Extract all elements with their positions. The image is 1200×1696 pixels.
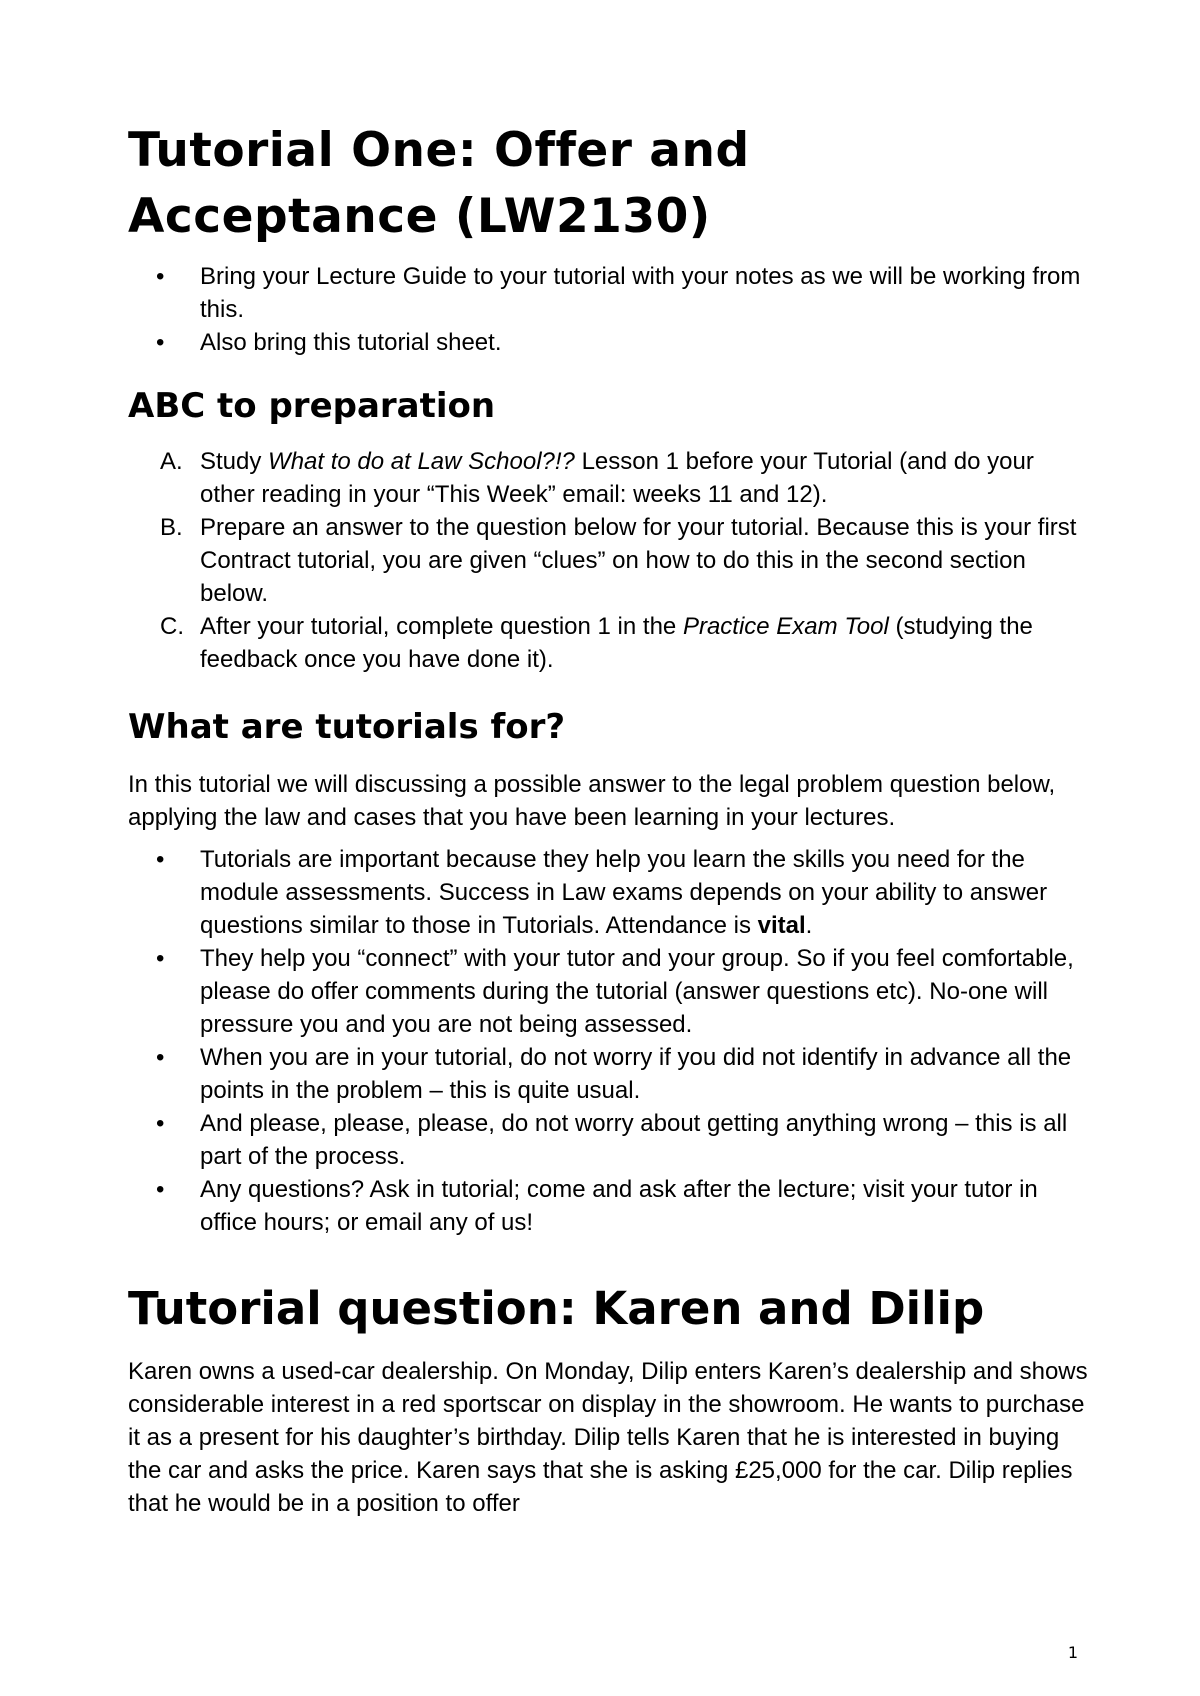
tutorial-bullet-text: And please, please, please, do not worry about getting anything wrong – this is all part of the process. — [200, 1110, 1068, 1170]
title-line-1: Tutorial One: Offer and — [128, 123, 750, 178]
tutorials-intro-paragraph: In this tutorial we will discussing a possible answer to the legal problem question below, applying the law and cases that you have been learning in your lectures. — [128, 771, 1056, 831]
bullet-icon: • — [156, 945, 165, 972]
page-content — [128, 118, 1088, 1520]
tutorial-bullet-item — [128, 1173, 1088, 1239]
abc-item-text-pre: Study — [200, 448, 269, 475]
tutorial-bullet-list — [128, 843, 1088, 1239]
bullet-icon: • — [156, 1176, 165, 1203]
bullet-icon: • — [156, 1110, 165, 1137]
tutorials-heading: What are tutorials for? — [128, 707, 566, 747]
tutorial-bullet-text-tail: . — [805, 912, 813, 939]
abc-item-letter: B. — [160, 514, 183, 541]
question-heading: Tutorial question: Karen and Dilip — [128, 1282, 985, 1335]
abc-item-text — [200, 613, 1033, 673]
intro-bullet-list — [128, 260, 1088, 359]
abc-list — [128, 445, 1088, 676]
page-number: 1 — [1067, 1643, 1078, 1662]
tutorial-bullet-item — [128, 1107, 1088, 1173]
tutorial-bullet-text-main: Tutorials are important because they help you learn the skills you need for the module assessments. Success in Law exams depends on your ability to answer questions similar to those in Tutorials. Attendance is — [200, 846, 1048, 939]
abc-item — [128, 511, 1088, 610]
title-line-2: Acceptance (LW2130) — [128, 189, 711, 244]
bullet-icon: • — [156, 846, 165, 873]
abc-heading: ABC to preparation — [128, 386, 496, 426]
abc-item-text-post: Lesson 1 before your Tutorial (and do your other reading in your “This Week” email: weeks 11 and 12). — [200, 448, 1034, 508]
abc-item-text — [200, 448, 1034, 508]
intro-bullet-item — [128, 326, 1088, 359]
tutorial-bullet-item — [128, 843, 1088, 942]
question-paragraph: Karen owns a used-car dealership. On Monday, Dilip enters Karen’s dealership and shows considerable interest in a red sportscar on display in the showroom. He wants to purchase it as a present for his daughter’s birthday. Dilip tells Karen that he is interested in buying the car and asks the price. Karen says that she is asking £25,000 for the car. Dilip replies that he would be in a position to offer — [128, 1358, 1088, 1517]
abc-item-letter: A. — [160, 448, 183, 475]
tutorial-bullet-text: Any questions? Ask in tutorial; come and ask after the lecture; visit your tutor in office hours; or email any of us! — [200, 1176, 1038, 1236]
abc-item-text: Prepare an answer to the question below for your tutorial. Because this is your first Contract tutorial, you are given “clues” on how to do this in the second section below. — [200, 514, 1077, 607]
tutorial-bullet-text: When you are in your tutorial, do not worry if you did not identify in advance all the points in the problem – this is quite usual. — [200, 1044, 1072, 1104]
intro-bullet-text: Bring your Lecture Guide to your tutorial with your notes as we will be working from this. — [200, 263, 1081, 323]
tutorial-bullet-item — [128, 942, 1088, 1041]
tutorial-bullet-text — [200, 846, 1047, 939]
bullet-icon: • — [156, 1044, 165, 1071]
tutorial-bullet-text-bold: vital — [757, 912, 806, 939]
abc-item-text-italic: What to do at Law School?!? — [268, 448, 575, 475]
intro-bullet-text: Also bring this tutorial sheet. — [200, 329, 502, 356]
page-title — [128, 118, 1088, 250]
tutorial-bullet-item — [128, 1041, 1088, 1107]
tutorial-bullet-text: They help you “connect” with your tutor and your group. So if you feel comfortable, please do offer comments during the tutorial (answer questions etc). No-one will pressure you and you are not being assessed. — [200, 945, 1074, 1038]
abc-item-letter: C. — [160, 613, 184, 640]
abc-item-text-italic: Practice Exam Tool — [682, 613, 889, 640]
bullet-icon: • — [156, 329, 165, 356]
abc-item-text-pre: After your tutorial, complete question 1 in the — [200, 613, 683, 640]
intro-bullet-item — [128, 260, 1088, 326]
abc-item — [128, 610, 1088, 676]
abc-item — [128, 445, 1088, 511]
bullet-icon: • — [156, 263, 165, 290]
abc-item-text-post: (studying the feedback once you have done it). — [200, 613, 1033, 673]
